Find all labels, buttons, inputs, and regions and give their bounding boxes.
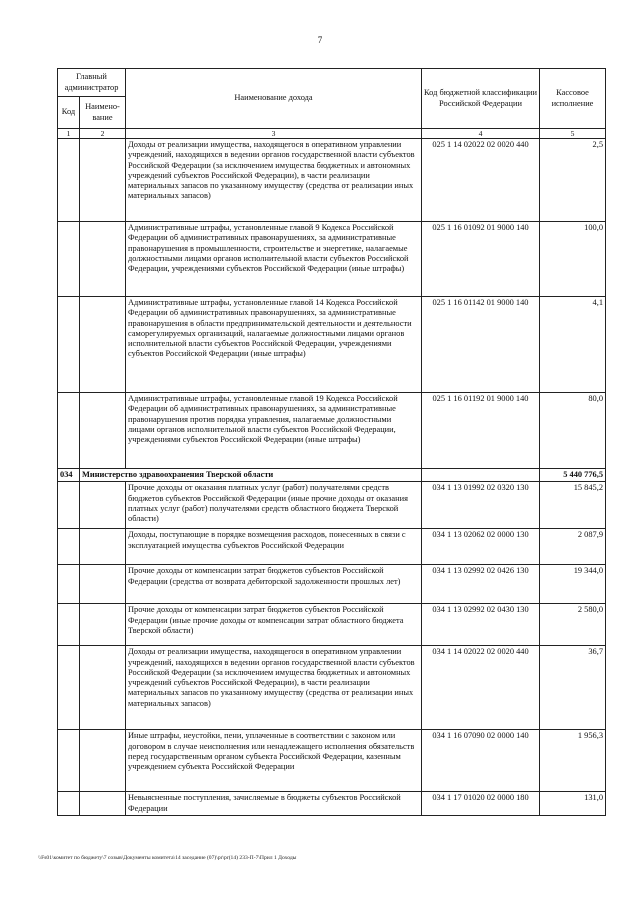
row-amount: 36,7: [540, 646, 606, 730]
table-row: [58, 222, 606, 297]
row-admin-name: [80, 529, 126, 565]
row-bcc: 034 1 13 02062 02 0000 130: [422, 529, 540, 565]
column-number: 5: [540, 129, 606, 139]
income-table: [57, 68, 606, 816]
column-number: 3: [126, 129, 422, 139]
row-admin-name: [80, 565, 126, 604]
row-admin-name: [80, 646, 126, 730]
table-row: [58, 646, 606, 730]
column-number: 4: [422, 129, 540, 139]
table-row: [58, 393, 606, 469]
row-admin-name: [80, 222, 126, 297]
header-main-admin: Главный администратор: [58, 69, 126, 97]
row-admin-name: [80, 393, 126, 469]
row-amount: 80,0: [540, 393, 606, 469]
row-amount: 4,1: [540, 297, 606, 393]
row-amount: 2 580,0: [540, 604, 606, 646]
header-bcc: Код бюджетной классификации Российской Федерации: [422, 69, 540, 129]
row-description: Иные штрафы, неустойки, пени, уплаченные в соответствии с законом или договором в случае неисполнения или ненадлежащего исполнения обязательств перед государственным органом субъекта Российской Федерации, казенным учреждением субъекта Российской Федерации: [126, 730, 422, 792]
row-bcc: 025 1 16 01092 01 9000 140: [422, 222, 540, 297]
row-bcc: 034 1 16 07090 02 0000 140: [422, 730, 540, 792]
row-amount: 5 440 776,5: [540, 469, 606, 482]
row-amount: 2 087,9: [540, 529, 606, 565]
row-bcc: 034 1 17 01020 02 0000 180: [422, 792, 540, 816]
header-code: Код: [58, 97, 80, 129]
row-code: [58, 792, 80, 816]
row-bcc: [422, 469, 540, 482]
row-description: Прочие доходы от компенсации затрат бюджетов субъектов Российской Федерации (иные прочие доходы от компенсации затрат областного бюджета Тверской области): [126, 604, 422, 646]
row-admin-name: [80, 604, 126, 646]
header-name: Наимено-вание: [80, 97, 126, 129]
header-cash-execution: Кассовое исполнение: [540, 69, 606, 129]
row-amount: 19 344,0: [540, 565, 606, 604]
row-description: Административные штрафы, установленные главой 19 Кодекса Российской Федерации об административных правонарушениях, за административные правонарушения против порядка управления, налагаемые должностными лицами органов исполнительной власти субъектов Российской Федерации, учреждениями субъектов Российской Федерации (иные штрафы): [126, 393, 422, 469]
row-description: Доходы, поступающие в порядке возмещения расходов, понесенных в связи с эксплуатацией имущества субъектов Российской Федерации: [126, 529, 422, 565]
row-description: Доходы от реализации имущества, находящегося в оперативном управлении учреждений, находящихся в ведении органов государственной власти субъектов Российской Федерации (за исключением имущества бюджетных и автономных учреждений субъектов Российской Федерации), в части реализации материальных запасов по указанному имуществу (средства от реализации иных материальных запасов): [126, 139, 422, 222]
row-bcc: 025 1 14 02022 02 0020 440: [422, 139, 540, 222]
row-bcc: 025 1 16 01142 01 9000 140: [422, 297, 540, 393]
row-description: Прочие доходы от компенсации затрат бюджетов субъектов Российской Федерации (средства от возврата дебиторской задолженности прошлых лет): [126, 565, 422, 604]
row-bcc: 034 1 13 02992 02 0430 130: [422, 604, 540, 646]
row-code: [58, 646, 80, 730]
header-income-name: Наименование дохода: [126, 69, 422, 129]
row-amount: 1 956,3: [540, 730, 606, 792]
table-row: [58, 730, 606, 792]
row-amount: 2,5: [540, 139, 606, 222]
row-code: [58, 604, 80, 646]
row-code: [58, 730, 80, 792]
table-row: [58, 529, 606, 565]
row-admin-name: [80, 482, 126, 529]
row-amount: 15 845,2: [540, 482, 606, 529]
row-code: [58, 139, 80, 222]
row-code: [58, 222, 80, 297]
column-number: 1: [58, 129, 80, 139]
table-row: [58, 297, 606, 393]
table-row: [58, 565, 606, 604]
row-description: Доходы от реализации имущества, находящегося в оперативном управлении учреждений, находящихся в ведении органов государственной власти субъектов Российской Федерации (за исключением имущества бюджетных и автономных учреждений субъектов Российской Федерации), в части реализации материальных запасов по указанному имуществу (средства от реализации иных материальных запасов): [126, 646, 422, 730]
row-bcc: 034 1 13 01992 02 0320 130: [422, 482, 540, 529]
row-amount: 100,0: [540, 222, 606, 297]
row-code: [58, 565, 80, 604]
table-row: [58, 482, 606, 529]
table-row: [58, 139, 606, 222]
row-code: [58, 297, 80, 393]
row-description: Прочие доходы от оказания платных услуг (работ) получателями средств бюджетов субъектов Российской Федерации (иные прочие доходы от оказания платных услуг (работ) получателями средств областного бюджета Тверской области): [126, 482, 422, 529]
page-number: 7: [317, 35, 323, 45]
footer-file-path: \\Fs01\комитет по бюджету\7 созыв\Документы комитета\14 заседание (07)\pr\pr(14) 233-П-7\Прил 1 Доходы: [38, 855, 297, 861]
header-row: [58, 69, 606, 97]
row-description: Министерство здравоохранения Тверской области: [80, 469, 422, 482]
table-row-ministry: [58, 469, 606, 482]
column-number-row: [58, 129, 606, 139]
row-admin-name: [80, 730, 126, 792]
row-admin-name: [80, 792, 126, 816]
row-admin-name: [80, 139, 126, 222]
row-bcc: 034 1 14 02022 02 0020 440: [422, 646, 540, 730]
row-bcc: 034 1 13 02992 02 0426 130: [422, 565, 540, 604]
column-number: 2: [80, 129, 126, 139]
row-description: Невыясненные поступления, зачисляемые в бюджеты субъектов Российской Федерации: [126, 792, 422, 816]
row-description: Административные штрафы, установленные главой 14 Кодекса Российской Федерации об административных правонарушениях, за административные правонарушения в области предпринимательской деятельности и деятельности саморегулируемых организаций, налагаемые должностными лицами органов исполнительной власти субъектов Российской Федерации, учреждениями субъектов Российской Федерации (иные штрафы): [126, 297, 422, 393]
row-code: [58, 482, 80, 529]
row-amount: 131,0: [540, 792, 606, 816]
row-admin-name: [80, 297, 126, 393]
row-bcc: 025 1 16 01192 01 9000 140: [422, 393, 540, 469]
row-description: Административные штрафы, установленные главой 9 Кодекса Российской Федерации об административных правонарушениях, за административные правонарушения в промышленности, строительстве и энергетике, налагаемые должностными лицами органов исполнительной власти субъектов Российской Федерации, учреждениями субъектов Российской Федерации (иные штрафы): [126, 222, 422, 297]
table-row: [58, 792, 606, 816]
table-row: [58, 604, 606, 646]
row-code: [58, 393, 80, 469]
row-code: [58, 529, 80, 565]
row-code: 034: [58, 469, 80, 482]
